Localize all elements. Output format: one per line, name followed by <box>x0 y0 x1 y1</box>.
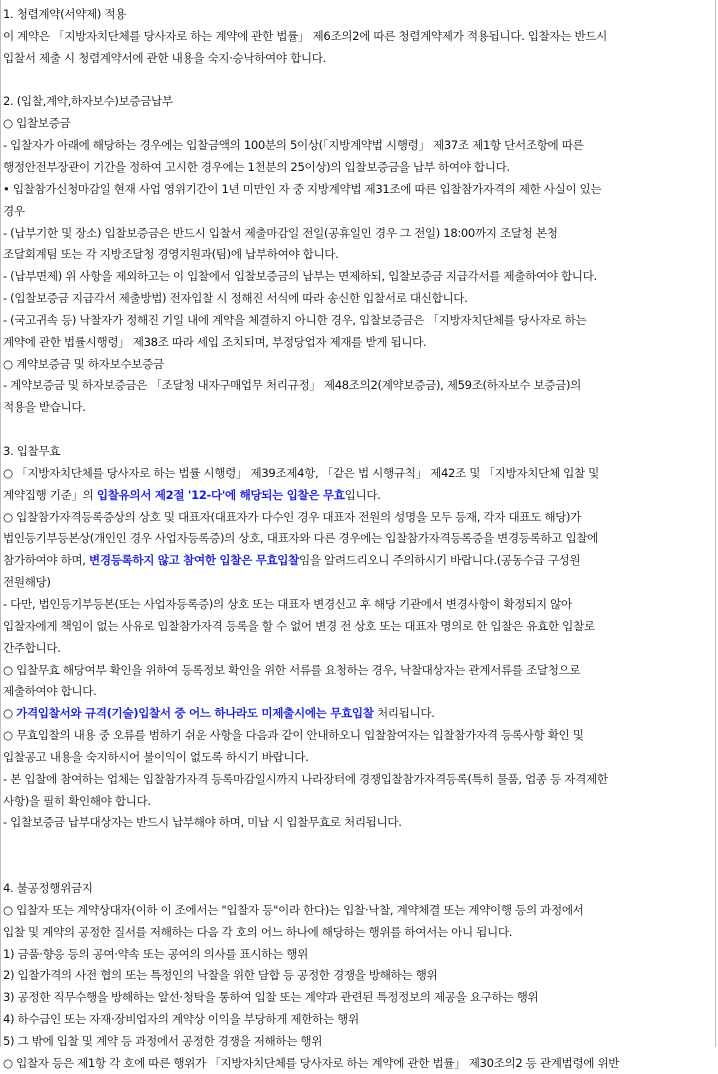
text-run: 입찰자에게 책임이 없는 사유로 입찰참가자격 등록을 할 수 없어 변경 전 상호 또는 대표자 명의로 한 입찰은 유효한 입찰로 <box>3 618 595 633</box>
text-line <box>3 943 308 965</box>
text-run: 2. (입찰,계약,하자보수)보증금납부 <box>3 94 173 109</box>
text-run: ○ 입찰보증금 <box>3 116 71 131</box>
text-run: ○ <box>3 706 17 721</box>
text-run: 임을 알려드리오니 주의하시기 바랍니다.(공동수급 구성원 <box>299 553 581 568</box>
text-run: ○ 입찰참가자격등록증상의 상호 및 대표자(대표자가 다수인 경우 대표자 전원의 성명을 모두 등재, 각자 대표도 해당)가 <box>3 509 582 524</box>
text-line <box>3 986 538 1008</box>
text-line <box>3 47 326 69</box>
text-line <box>3 964 437 986</box>
text-line <box>3 25 607 47</box>
text-line <box>3 1052 619 1074</box>
text-run: 조달회계팀 또는 각 지방조달청 경영지원과(팀)에 납부하여야 합니다. <box>3 247 339 262</box>
text-line <box>3 440 60 462</box>
text-run: - (납부면제) 위 사항을 제외하고는 이 입찰에서 입찰보증금의 납부는 면제하되, 입찰보증금 지급각서를 제출하여야 합니다. <box>3 269 597 284</box>
text-line <box>3 3 126 25</box>
text-run: 4. 불공정행위금지 <box>3 881 93 895</box>
text-run: - (국고귀속 등) 낙찰자가 정해진 기일 내에 계약을 체결하지 아니한 경우, 입찰보증금은 「지방자치단체를 당사자로 하는 <box>3 312 587 327</box>
text-line <box>3 637 61 659</box>
text-line <box>3 396 86 418</box>
text-line <box>3 899 584 921</box>
text-run: 전원해당) <box>3 575 51 590</box>
text-run: 입니다. <box>344 487 381 502</box>
text-run: - (입찰보증금 지급각서 제출방법) 전자입찰 시 정해진 서식에 따라 송신한 입찰서로 대신합니다. <box>3 291 468 306</box>
text-run: ○ 입찰자 등은 제1항 각 호에 따른 행위가 「지방자치단체를 당사자로 하는 계약에 관한 법률」 제30조의2 등 관계법령에 위반 <box>3 1055 620 1070</box>
text-line <box>3 90 173 112</box>
text-line <box>3 702 435 724</box>
text-run: 참가하여야 하며, <box>3 553 89 568</box>
text-line <box>3 374 581 396</box>
text-run: ○ 입찰무효 해당여부 확인을 위하여 등록정보 확인을 위한 서류를 요청하는 경우, 낙찰대상자는 관계서류를 조달청으로 <box>3 662 581 677</box>
text-line <box>3 768 608 790</box>
text-line <box>3 921 512 943</box>
text-line <box>3 484 381 506</box>
text-line <box>3 112 70 134</box>
text-run: - 입찰보증금 납부대상자는 반드시 납부해야 하며, 미납 시 입찰무효로 처리됩니다. <box>3 815 402 830</box>
text-run: 5) 그 밖에 입찰 및 계약 등 과정에서 공정한 경쟁을 저해하는 행위 <box>3 1033 323 1048</box>
text-line <box>3 353 164 375</box>
text-line <box>3 462 599 484</box>
text-run: 행정안전부장관이 기간을 정하여 고시한 경우에는 1천분의 25이상)의 입찰보증금을 납부 하여야 합니다. <box>3 159 510 174</box>
text-run: - 본 입찰에 참여하는 업체는 입찰참가자격 등록마감일시까지 나라장터에 경쟁입찰참가자격등록(특히 물품, 업종 등 자격제한 <box>3 771 608 786</box>
text-run: 적용을 받습니다. <box>3 400 86 415</box>
text-line <box>3 134 583 156</box>
text-run: 입찰공고 내용을 숙지하시어 불이익이 없도록 하시기 바랍니다. <box>3 749 309 764</box>
text-line <box>3 178 601 200</box>
text-run: 이 계약은 「지방자치단체를 당사자로 하는 계약에 관한 법률」 제6조의2에 따른 청렴계약제가 적용됩니다. 입찰자는 반드시 <box>3 28 608 43</box>
text-run: 간주합니다. <box>3 640 61 655</box>
text-line <box>3 1008 359 1030</box>
text-line <box>3 615 595 637</box>
text-run: ○ 계약보증금 및 하자보수보증금 <box>3 356 164 371</box>
text-line <box>3 877 93 899</box>
text-line <box>3 659 580 681</box>
text-line <box>3 680 96 702</box>
text-line <box>3 309 586 331</box>
emphasized-text: 입찰유의서 제2절 '12-다'에 해당되는 입찰은 무효 <box>96 487 345 502</box>
text-run: 2) 입찰가격의 사전 협의 또는 특정인의 낙찰을 위한 담합 등 공정한 경쟁을 방해하는 행위 <box>3 968 438 983</box>
text-line <box>3 724 584 746</box>
text-line <box>3 287 468 309</box>
text-line <box>3 156 510 178</box>
text-run: - 다만, 법인등기부등본(또는 사업자등록증)의 상호 또는 대표자 변경신고 후 해당 기관에서 변경사항이 확정되지 않아 <box>3 596 572 611</box>
text-line <box>3 811 402 833</box>
emphasized-text: 변경등록하지 않고 참여한 입찰은 무효입찰 <box>88 553 300 568</box>
text-run: 입찰 및 계약의 공정한 질서를 저해하는 다음 각 호의 어느 하나에 해당하는 행위를 하여서는 아니 됩니다. <box>3 924 513 939</box>
text-line <box>3 331 426 353</box>
text-run: 법인등기부등본상(개인인 경우 사업자등록증)의 상호, 대표자와 다른 경우에는 입찰참가자격등록증을 변경등록하고 입찰에 <box>3 531 599 546</box>
text-run: 1) 금품·향응 등의 공여·약속 또는 공여의 의사를 표시하는 행위 <box>3 946 308 961</box>
text-line <box>3 1030 322 1052</box>
text-line <box>3 200 25 222</box>
text-run: 처리됩니다. <box>373 706 435 721</box>
text-run: • 입찰참가신청마감일 현재 사업 영위기간이 1년 미만인 자 중 지방계약법 제31조에 따른 입찰참가자격의 제한 사실이 있는 <box>3 181 602 196</box>
text-run: - 계약보증금 및 하자보증금은 「조달청 내자구매업무 처리규정」 제48조의2(계약보증금), 제59조(하자보수 보증금)의 <box>3 378 582 393</box>
text-run: 사항)을 필히 확인해야 합니다. <box>3 793 151 808</box>
text-line <box>3 571 51 593</box>
text-run: 3) 공정한 직무수행을 방해하는 알선·청탁을 통하여 입찰 또는 계약과 관련된 특정정보의 제공을 요구하는 행위 <box>3 990 539 1005</box>
text-line <box>3 506 581 528</box>
text-line <box>3 549 580 571</box>
emphasized-text: 가격입찰서와 규격(기술)입찰서 중 어느 하나라도 미제출시에는 무효입찰 <box>16 706 374 721</box>
text-run: 계약집행 기준」의 <box>3 487 97 502</box>
text-line <box>3 593 572 615</box>
text-run: 경우 <box>3 203 25 218</box>
text-line <box>3 222 558 244</box>
text-line <box>3 265 597 287</box>
text-run: 제출하여야 합니다. <box>3 684 97 699</box>
text-line <box>3 790 151 812</box>
text-run: ○ 입찰자 또는 계약상대자(이하 이 조에서는 "입찰자 등"이라 한다)는 입찰·낙찰, 계약체결 또는 계약이행 등의 과정에서 <box>3 902 584 917</box>
text-run: ○ 무효입찰의 내용 중 오류를 범하기 쉬운 사항을 다음과 같이 안내하오니 입찰참여자는 입찰참가자격 등록사항 확인 및 <box>3 728 584 743</box>
text-line <box>3 527 598 549</box>
text-run: 4) 하수급인 또는 자재·장비업자의 계약상 이익을 부당하게 제한하는 행위 <box>3 1012 359 1027</box>
text-line <box>3 746 308 768</box>
text-run: 1. 청렴계약(서약제) 적용 <box>3 7 127 21</box>
text-run: - 입찰자가 아래에 해당하는 경우에는 입찰금액의 100분의 5이상(「지방계약법 시행령」 제37조 제1항 단서조항에 따른 <box>3 138 584 153</box>
text-run: 3. 입찰무효 <box>3 444 61 458</box>
text-line <box>3 243 338 265</box>
text-run: ○ 「지방자치단체를 당사자로 하는 법률 시행령」 제39조제4항, 「같은 법 시행규칙」 제42조 및 「지방자치단체 입찰 및 <box>3 465 599 480</box>
text-run: 입찰서 제출 시 청렴계약서에 관한 내용을 숙지·승낙하여야 합니다. <box>3 50 326 65</box>
text-run: 계약에 관한 법률시행령」 제38조 따라 세입 조치되며, 부정당업자 제재를 받게 됩니다. <box>3 334 427 349</box>
text-run: - (납부기한 및 장소) 입찰보증금은 반드시 입찰서 제출마감일 전일(공휴일인 경우 그 전일) 18:00까지 조달청 본청 <box>3 225 558 240</box>
